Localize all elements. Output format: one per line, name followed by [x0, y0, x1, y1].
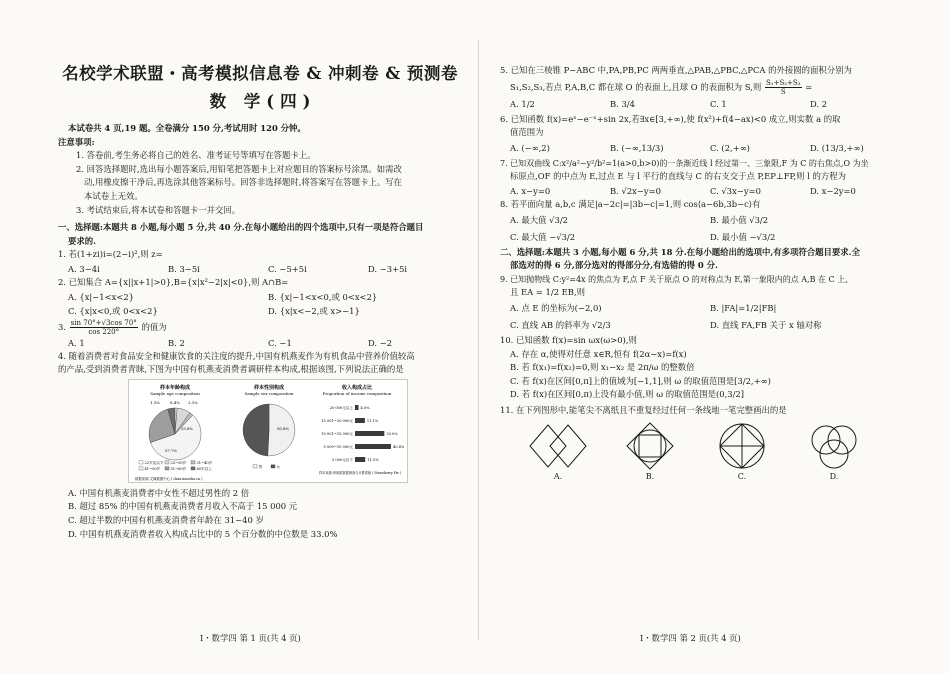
square-in-circle-diamond-figure	[618, 422, 682, 472]
sex-legend-label-0: 男	[258, 464, 263, 469]
q11-figures	[500, 422, 910, 481]
q7-stem-1: 7. 已知双曲线 C:x²/a²−y²/b²=1(a>0,b>0)的一条渐近线 l 经过第一、三象限,F 为 C 的右焦点,O 为坐	[500, 158, 869, 168]
q4-option-d[interactable]: D. 中国有机燕麦消费者收入构成占比中的 5 个百分数的中位数是 33.0%	[68, 528, 338, 539]
q5-denominator: S	[780, 87, 786, 96]
q11-stem: 11. 在下列图形中,能笔尖不离纸且不重复经过任何一条线地一笔完整画出的是	[500, 404, 787, 415]
q4-stem-2: 的产品,受到消费者青睐,下图为中国有机燕麦消费者调研样本构成,根据该图,下列说法正确的是	[58, 364, 404, 375]
income-category-4: 5 000元以下	[331, 457, 353, 462]
q9-stem-1: 9. 已知抛物线 C:y²=4x 的焦点为 F,点 F 关于原点 O 的对称点为 E,第一象限内的点 A,B 在 C 上,	[500, 274, 848, 284]
income-value-1: 11.1%	[366, 418, 379, 423]
q7-options	[500, 184, 910, 198]
q4-option-b[interactable]: B. 超过 85% 的中国有机燕麦消费者月收入不高于 15 000 元	[68, 501, 298, 512]
exam-info: 本试卷共 4 页,19 题。全卷满分 150 分,考试用时 120 分钟。	[68, 123, 306, 133]
q3-option-d[interactable]: D. −2	[368, 337, 393, 348]
q1-stem: 1. 若(1+zi)i=(2−i)²,则 z=	[58, 249, 163, 260]
page-1-footer: Ⅰ・数学四 第 1 页(共 4 页)	[200, 633, 301, 643]
sex-chart-subtitle: Sample sex composition	[244, 390, 294, 396]
q8-options-row2	[500, 229, 910, 246]
q8-option-d[interactable]: D. 最小值 −√3/2	[710, 231, 776, 242]
income-value-4: 11.5%	[367, 457, 379, 462]
q5-options	[500, 96, 910, 113]
q6-option-d[interactable]: D. (13/3,+∞)	[810, 142, 864, 153]
q11-label-b: B.	[645, 471, 655, 481]
sex-legend-swatch-0	[253, 465, 257, 468]
q3-suffix: 的值为	[141, 321, 167, 332]
income-value-0: 4.0%	[360, 405, 370, 410]
q6-stem-1: 6. 已知函数 f(x)=eˣ−e⁻ˣ+sin 2x,若∃x∈[3,+∞),使 f(x²)+f(4−ax)<0 成立,则实数 a 的取	[500, 113, 841, 124]
q3-denominator: cos 220°	[88, 327, 120, 336]
q2-stem: 2. 已知集合 A={x||x+1|>0},B={x|x²−2|x|<0},则 A∩B=	[58, 276, 289, 287]
q8-options-row1	[500, 212, 910, 229]
q5-option-d[interactable]: D. 2	[810, 98, 828, 109]
income-bar-4	[355, 457, 365, 462]
q3-options	[58, 336, 468, 350]
q2-option-a[interactable]: A. {x|−1<x<2}	[68, 291, 135, 302]
q1-options	[58, 262, 468, 276]
two-diamonds-figure	[526, 422, 590, 472]
survey-chart-panel	[128, 379, 408, 483]
page-2	[478, 0, 950, 673]
age-legend-swatch-4	[165, 467, 169, 470]
q5-numerator: S₁+S₂+S₃	[765, 78, 801, 87]
income-value-3: 40.4%	[392, 444, 405, 449]
q10-option-c[interactable]: C. 若 f(x)在区间[0,π]上的值域为[−1,1],则 ω 的取值范围是[3/2,+∞)	[510, 375, 771, 386]
q10-stem: 10. 已知函数 f(x)=sin ωx(ω>0),则	[500, 334, 637, 345]
age-pie-label-2: 2.3%	[188, 399, 198, 405]
sex-legend	[253, 464, 281, 469]
income-value-2: 33.0%	[386, 431, 398, 436]
age-pie-label-4: 25.8%	[180, 425, 194, 431]
income-category-3: 5 000~10 000元	[323, 444, 353, 449]
q3-fraction	[70, 319, 138, 336]
three-circles-figure	[802, 422, 866, 472]
q5-option-c[interactable]: C. 1	[710, 98, 727, 109]
q8-stem: 8. 若平面向量 a,b,c 满足|a−2c|=|3b−c|=1,则 cos⟨a−6b,3b−c⟩有	[500, 198, 761, 209]
q11-figure-d[interactable]	[788, 422, 880, 481]
age-legend-label-3: 41~50岁	[144, 466, 161, 471]
q3-option-a[interactable]: A. 1	[68, 337, 85, 348]
age-legend-label-0: 22岁及以下	[144, 460, 164, 465]
q8-option-c[interactable]: C. 最大值 −√3/2	[510, 231, 576, 242]
q3-option-b[interactable]: B. 2	[168, 337, 185, 348]
notice-3: 3. 考试结束后,将本试卷和答题卡一并交回。	[76, 204, 241, 215]
income-chart-title: 收入构成占比	[341, 384, 373, 391]
q3-stem	[58, 318, 468, 336]
q4-stem-1: 4. 随着消费者对食品安全和健康饮食的关注度的提升,中国有机燕麦作为有机食品中营养价值较高	[58, 350, 415, 361]
survey-charts-svg	[129, 380, 409, 484]
notice-heading: 注意事项:	[58, 136, 95, 147]
q4-option-a[interactable]: A. 中国有机燕麦消费者中女性不超过男性的 2 倍	[68, 487, 250, 498]
q5-stem-2b: =	[805, 81, 813, 92]
age-legend-label-1: 23~30岁	[170, 460, 187, 465]
age-chart-title: 样本年龄构成	[159, 384, 191, 391]
income-bar-3	[355, 444, 391, 449]
notice-2a: 2. 回答选择题时,选出每小题答案后,用铅笔把答题卡上对应题目的答案标号涂黑。如需改	[76, 163, 402, 174]
age-legend-swatch-5	[191, 467, 195, 470]
q7-option-c[interactable]: C. √3x−y=0	[710, 185, 761, 196]
q11-figure-c[interactable]	[696, 422, 788, 481]
exam-title: 名校学术联盟・高考模拟信息卷 & 冲刺卷 & 预测卷	[62, 64, 458, 83]
circle-square-cross-figure	[710, 422, 774, 472]
income-category-2: 10 001~15 000元	[321, 431, 353, 436]
q11-figure-b[interactable]	[604, 422, 696, 481]
q2-option-c[interactable]: C. {x|x<0,或 0<x<2}	[68, 305, 158, 316]
q9-option-c[interactable]: C. 直线 AB 的斜率为 √2/3	[510, 319, 611, 330]
q1-option-c[interactable]: C. −5+5i	[268, 263, 307, 274]
notice-1: 1. 答卷前,考生务必将自己的姓名、准考证号等填写在答题卡上。	[76, 150, 316, 161]
q10-option-b[interactable]: B. 若 f(x₁)=f(x₂)=0,则 x₁−x₂ 是 2π/ω 的整数倍	[510, 362, 695, 373]
q3-numerator: sin 70°+√3cos 70°	[70, 318, 137, 327]
q9-option-a[interactable]: A. 点 E 的坐标为(−2,0)	[510, 302, 602, 313]
notice-2b: 动,用橡皮擦干净后,再选涂其他答案标号。回答非选择题时,将答案写在答题卡上。写在	[84, 177, 402, 188]
age-legend-swatch-0	[139, 461, 143, 464]
q9-option-b[interactable]: B. |FA|=1/2|FB|	[710, 302, 777, 313]
q9-options-row2	[500, 317, 910, 334]
q7-stem-2: 标原点,OF 的中点为 E,过点 E 与 l 平行的直线与 C 的右支交于点 P,EP⊥FP,则 l 的方程为	[510, 171, 847, 182]
income-bar-0	[355, 405, 359, 410]
age-legend-label-2: 31~40岁	[196, 460, 213, 465]
age-chart-subtitle: Sample age composition	[150, 390, 200, 396]
sex-chart-title: 样本性别构成	[253, 384, 285, 391]
age-pie-label-1: 8.4%	[170, 399, 180, 405]
sex-legend-label-1: 女	[276, 464, 281, 469]
q8-option-b[interactable]: B. 最小值 √3/2	[710, 214, 769, 225]
chart-source-1: 数据来源:艾媒数据中心 ( data.iimedia.cn )	[135, 476, 203, 481]
q2-option-d[interactable]: D. {x|x<−2,或 x>−1}	[268, 305, 360, 316]
age-legend-label-4: 51~60岁	[170, 466, 187, 471]
q9-option-d[interactable]: D. 直线 FA,FB 关于 x 轴对称	[710, 319, 822, 330]
q7-option-a[interactable]: A. x−y=0	[510, 185, 551, 196]
q1-option-b[interactable]: B. 3−5i	[168, 263, 200, 274]
section-1-heading-cont: 要求的.	[68, 235, 97, 246]
age-legend-label-5: 60岁以上	[196, 466, 212, 471]
q3-option-c[interactable]: C. −1	[268, 337, 292, 348]
q10-option-a[interactable]: A. 存在 α,使得对任意 x∈R,恒有 f(2α−x)=f(x)	[510, 348, 687, 359]
income-category-1: 15 001~20 000元	[321, 418, 353, 423]
exam-subtitle: 数 学(四)	[209, 92, 317, 111]
sex-pie-label-0: 50.8%	[276, 425, 290, 431]
q5-fraction	[765, 79, 802, 96]
q9-stem-2: 且 EA = 1/2 EB,则	[510, 287, 585, 298]
q4-option-c[interactable]: C. 超过半数的中国有机燕麦消费者年龄在 31~40 岁	[68, 514, 264, 525]
age-legend-swatch-1	[165, 461, 169, 464]
sex-pie	[243, 404, 295, 456]
q10-option-d[interactable]: D. 若 f(x)在区间[0,π)上没有最小值,则 ω 的取值范围是(0,3/2]	[510, 389, 744, 400]
age-pie-label-3: 57.7%	[164, 447, 178, 453]
q6-option-c[interactable]: C. (2,+∞)	[710, 142, 750, 153]
q8-option-a[interactable]: A. 最大值 √3/2	[510, 214, 568, 225]
q5-option-b[interactable]: B. 3/4	[610, 98, 635, 109]
income-bar-1	[355, 418, 365, 423]
age-pie-label-0: 1.3%	[150, 399, 160, 405]
sex-legend-swatch-1	[271, 465, 275, 468]
q3-prefix: 3.	[58, 321, 66, 332]
q5-option-a[interactable]: A. 1/2	[510, 98, 535, 109]
age-pie	[149, 400, 201, 460]
age-legend-swatch-3	[139, 467, 143, 470]
age-legend-swatch-2	[191, 461, 195, 464]
q2-option-b[interactable]: B. {x|−1<x<0,或 0<x<2}	[268, 291, 378, 302]
notice-2c: 本试卷上无效。	[84, 190, 143, 201]
income-chart-subtitle: Proportion of income composition	[322, 390, 392, 396]
section-2-heading-cont: 部选对的得 6 分,部分选对的得部分分,有选错的得 0 分.	[510, 260, 718, 271]
q7-option-d[interactable]: D. x−2y=0	[810, 185, 856, 196]
q6-option-a[interactable]: A. (−∞,2)	[510, 142, 550, 153]
q2-options-row2	[58, 304, 468, 318]
chart-source-2: 样本来源:草莓派数据调查与计算系统 ( Strawberry Pie )	[319, 470, 402, 475]
q6-stem-2: 值范围为	[510, 127, 544, 138]
q1-option-d[interactable]: D. −3+5i	[368, 263, 408, 274]
income-bar-2	[355, 431, 384, 436]
section-1-heading: 一、选择题:本题共 8 小题,每小题 5 分,共 40 分.在每小题给出的四个选项中,只有一项是符合题目	[58, 222, 424, 233]
age-legend	[139, 460, 213, 471]
q2-options-row1	[58, 290, 468, 304]
q1-option-a[interactable]: A. 3−4i	[68, 263, 100, 274]
q11-label-d: D.	[829, 471, 839, 481]
q11-figure-a[interactable]	[512, 422, 604, 481]
q5-stem-1: 5. 已知在三棱锥 P−ABC 中,PA,PB,PC 两两垂直,△PAB,△PBC,△PCA 的外接圆的面积分别为	[500, 65, 852, 75]
sex-pie-slice-1	[243, 404, 269, 456]
q9-options-row1	[500, 300, 910, 317]
page-2-footer: Ⅰ・数学四 第 2 页(共 4 页)	[640, 633, 741, 643]
income-category-0: 20 000元以上	[329, 405, 353, 410]
q7-option-b[interactable]: B. √2x−y=0	[610, 185, 661, 196]
q6-options	[500, 140, 910, 157]
section-2-heading: 二、选择题:本题共 3 小题,每小题 6 分,共 18 分.在每小题给出的选项中,有多项符合题目要求.全	[500, 246, 860, 257]
q11-label-a: A.	[553, 471, 563, 481]
q5-stem-2	[500, 78, 910, 96]
income-bars	[321, 405, 405, 462]
q11-label-c: C.	[737, 471, 747, 481]
q5-stem-2a: S₁,S₂,S₃,若点 P,A,B,C 都在球 O 的表面上,且球 O 的表面积为 S,则	[510, 81, 762, 92]
q6-option-b[interactable]: B. (−∞,13/3)	[610, 142, 664, 153]
